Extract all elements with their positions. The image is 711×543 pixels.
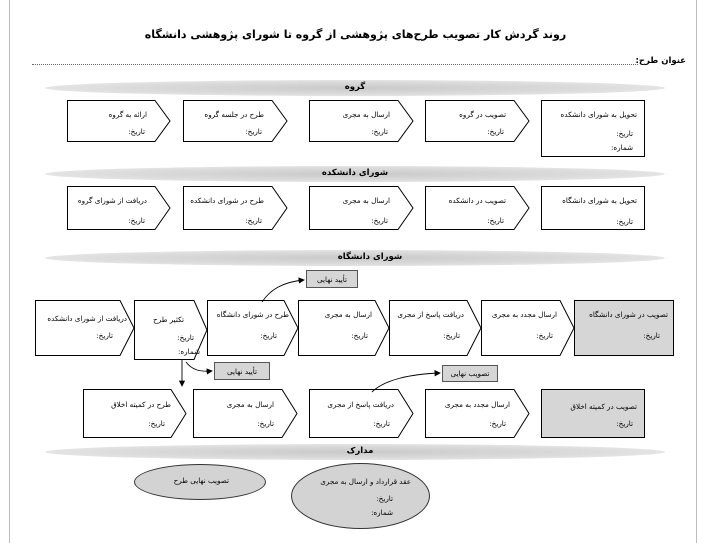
step-approve-in-group: تصویب در گروه تاریخ: (425, 100, 530, 142)
step-receive-reply-from-executor-univ: دریافت پاسخ از مجری تاریخ: (389, 300, 482, 356)
arrow-to-final-approval-university (262, 280, 304, 302)
section-label-group: گروه (344, 82, 366, 92)
step-receive-from-faculty-council: دریافت از شورای دانشکده تاریخ: (35, 300, 135, 356)
step-send-to-executor-univ: ارسال به مجری تاریخ: (298, 300, 390, 356)
step-send-to-executor-2: ارسال به مجری تاریخ: (309, 186, 414, 230)
doc-final-approval-label: تصویب نهایی طرح (173, 476, 229, 485)
doc-contract-date: تاریخ: (376, 494, 393, 503)
step-present-in-university-council: طرح در شورای دانشگاه تاریخ: (207, 300, 299, 356)
step-deliver-to-university: تحویل به شورای دانشگاه تاریخ: (541, 186, 645, 230)
step-approve-in-ethics-committee: تصویب در کمیته اخلاق تاریخ: (541, 389, 645, 438)
doc-contract-label: عقد قرارداد و ارسال به مجری (320, 477, 411, 486)
arrow-to-final-approval-ethics (186, 362, 212, 371)
final-approval-tag-ethics: تأیید نهایی (214, 362, 270, 380)
step-present-in-ethics-committee: طرح در کمیته اخلاق تاریخ: (83, 389, 187, 438)
diagram-title: روند گردش کار تصویب طرح‌های پژوهشی از گروه تا شورای پژوهشی دانشگاه (144, 28, 567, 41)
step-present-in-group-meeting: طرح در جلسه گروه تاریخ: (183, 100, 288, 142)
step-resend-to-executor-univ: ارسال مجدد به مجری تاریخ: (481, 300, 575, 356)
step-approve-in-university-council: تصویب در شورای دانشگاه تاریخ: (574, 300, 674, 356)
step-receive-from-group-council: دریافت از شورای گروه تاریخ: (67, 186, 171, 230)
step-duplicate-proposal: تکثیر طرح تاریخ: شماره: (134, 300, 208, 360)
step-send-to-executor-1: ارسال به مجری تاریخ: (309, 100, 414, 142)
step-submit-to-group: ارائه به گروه تاریخ: (67, 100, 171, 142)
final-approval-tag-university: تأیید نهایی (306, 270, 358, 288)
section-label-university: شورای دانشگاه (337, 252, 403, 262)
step-resend-to-executor-ethics: ارسال مجدد به مجری تاریخ: (425, 389, 530, 438)
section-label-documents: مدارک (346, 446, 374, 456)
step-send-to-executor-ethics: ارسال به مجری تاریخ: (193, 389, 298, 438)
step-receive-reply-from-executor-ethics: دریافت پاسخ از مجری تاریخ: (309, 389, 414, 438)
section-label-faculty: شورای دانشکده (321, 168, 389, 178)
final-approval-tag-reply: تصویب نهایی (442, 365, 498, 382)
project-title-label: عنوان طرح: (635, 56, 686, 66)
step-approve-in-faculty: تصویب در دانشکده تاریخ: (425, 186, 530, 230)
step-present-in-faculty-council: طرح در شورای دانشکده تاریخ: (183, 186, 288, 230)
doc-contract-number: شماره: (370, 508, 393, 517)
step-deliver-to-faculty: تحویل به شورای دانشکده تاریخ: شماره: (541, 100, 645, 157)
arrow-to-final-approval-reply (372, 373, 440, 392)
